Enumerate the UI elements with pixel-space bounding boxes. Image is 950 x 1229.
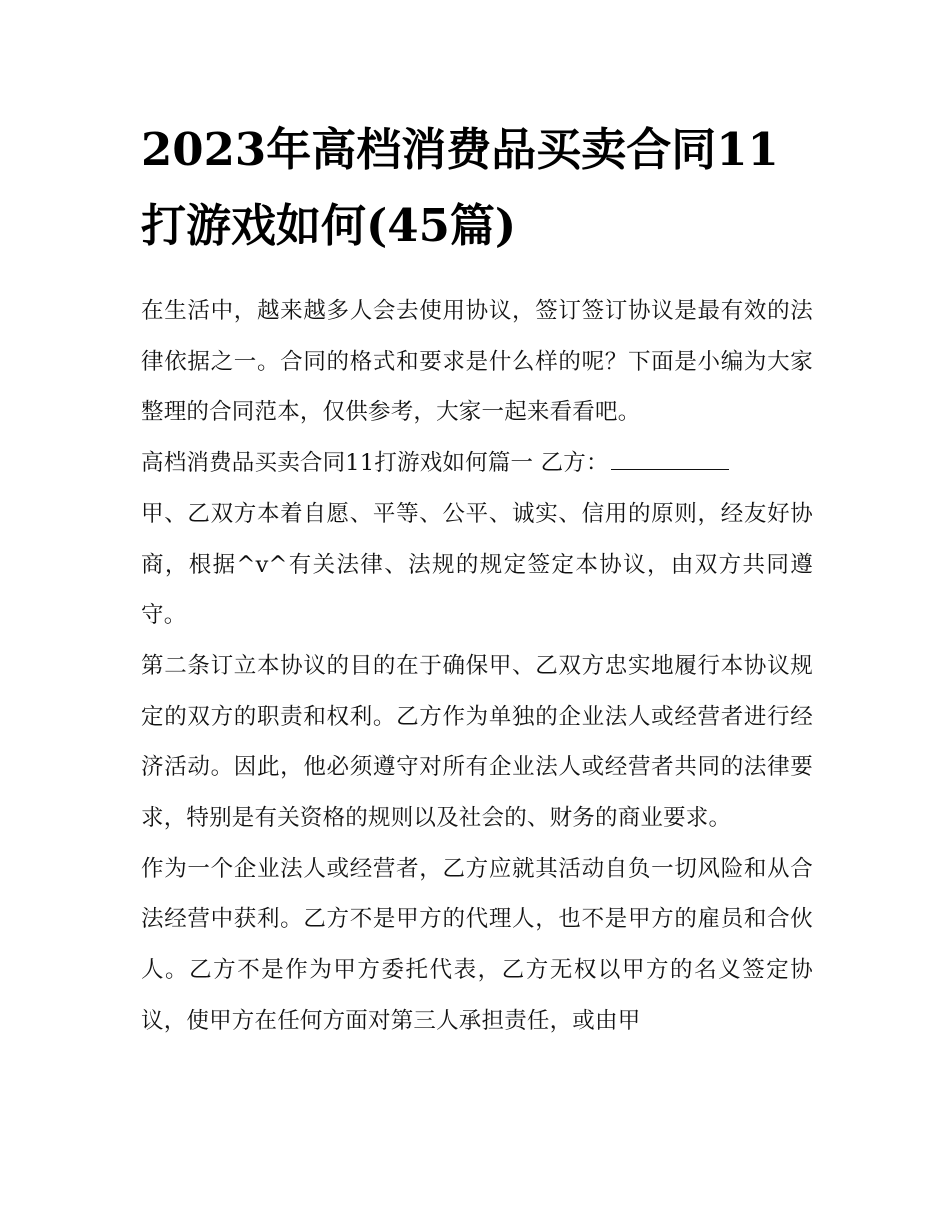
document-title: 2023年高档消费品买卖合同11打游戏如何(45篇) (141, 123, 779, 252)
paragraph-party-b (141, 438, 813, 489)
party-b-blank-line (611, 447, 729, 470)
paragraph-intro: 在生活中，越来越多人会去使用协议，签订签订协议是最有效的法律依据之一。合同的格式和要求是什么样的呢？下面是小编为大家整理的合同范本，仅供参考，大家一起来看看吧。 (141, 298, 813, 426)
document-page (141, 112, 813, 1047)
paragraph-risk: 作为一个企业法人或经营者，乙方应就其活动自负一切风险和从合法经营中获利。乙方不是甲方的代理人，也不是甲方的雇员和合伙人。乙方不是作为甲方委托代表，乙方无权以甲方的名义签定协议，使甲方在任何方面对第三人承担责任，或由甲 (141, 855, 813, 1034)
document-body (141, 286, 813, 1047)
party-b-label: 高档消费品买卖合同11打游戏如何篇一 乙方： (141, 450, 609, 477)
paragraph-principles: 甲、乙双方本着自愿、平等、公平、诚实、信用的原则，经友好协商，根据^v^有关法律、法规的规定签定本协议，由双方共同遵守。 (141, 500, 813, 629)
paragraph-article-2: 第二条订立本协议的目的在于确保甲、乙双方忠实地履行本协议规定的双方的职责和权利。乙方作为单独的企业法人或经营者进行经济活动。因此，他必须遵守对所有企业法人或经营者共同的法律要求，特别是有关资格的规则以及社会的、财务的商业要求。 (141, 652, 813, 832)
